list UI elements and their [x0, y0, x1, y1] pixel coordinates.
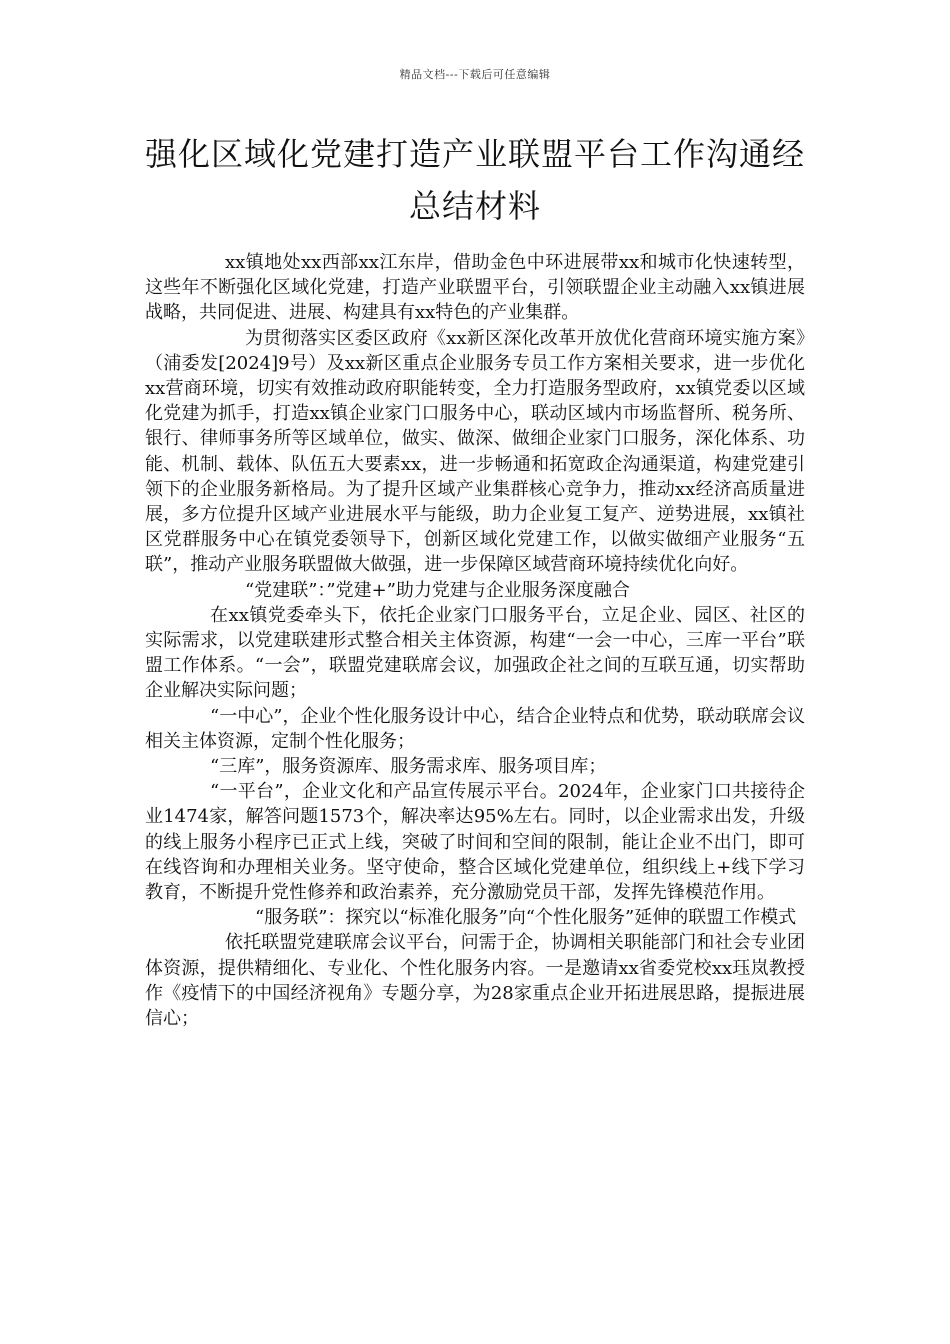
paragraph-one-center: “一中心”，企业个性化服务设计中心，结合企业特点和优势，联动联席会议相关主体资源，定制个性化服务；: [145, 705, 805, 752]
paragraph-three-libraries: “三库”，服务资源库、服务需求库、服务项目库；: [210, 756, 607, 778]
section-heading-service: “服务联”：探究以“标准化服务”向“个性化服务”延伸的联盟工作模式: [255, 907, 797, 929]
paragraph-intro: xx镇地处xx西部xx江东岸，借助金色中环进展带xx和城市化快速转型，这些年不断强化区域化党建，打造产业联盟平台，引领联盟企业主动融入xx镇进展战略，共同促进、进展、构建具有xx特色的产业集群。: [145, 252, 805, 324]
document-title: 强化区域化党建打造产业联盟平台工作沟通经总结材料: [145, 135, 806, 225]
document-body: [145, 250, 805, 1031]
section-heading-party-building: “党建联”：”党建+”助力党建与企业服务深度融合: [245, 579, 630, 601]
paragraph-background: 为贯彻落实区委区政府《xx新区深化改革开放优化营商环境实施方案》（浦委发[2024]9号）及xx新区重点企业服务专员工作方案相关要求，进一步优化xx营商环境，切实有效推动政府职能转变，全力打造服务型政府，xx镇党委以区域化党建为抓手，打造xx镇企业家门口服务中心，联动区域内市场监督所、税务所、银行、律师事务所等区域单位，做实、做深、做细企业家门口服务，深化体系、功能、机制、载体、队伍五大要素xx，进一步畅通和拓宽政企沟通渠道，构建党建引领下的企业服务新格局。为了提升区域产业集群核心竞争力，推动xx经济高质量进展，多方位提升区域产业进展水平与能级，助力企业复工复产、逆势进展，xx镇社区党群服务中心在镇党委领导下，创新区域化党建工作，以做实做细产业服务“五联”，推动产业服务联盟做大做强，进一步保障区域营商环境持续优化向好。: [145, 327, 805, 576]
header-note: 精品文档---下载后可任意编辑: [399, 68, 551, 81]
paragraph-one-platform: “一平台”，企业文化和产品宣传展示平台。2024年，企业家门口共接待企业1474家，解答问题1573个，解决率达95%左右。同时，以企业需求出发，升级的线上服务小程序已正式上线，突破了时间和空间的限制，能让企业不出门，即可在线咨询和办理相关业务。坚守使命，整合区域化党建单位，组织线上+线下学习教育，不断提升党性修养和政治素养，充分激励党员干部，发挥先锋模范作用。: [145, 781, 805, 904]
paragraph-service: 依托联盟党建联席会议平台，问需于企，协调相关职能部门和社会专业团体资源，提供精细化、专业化、个性化服务内容。一是邀请xx省委党校xx珏岚教授作《疫情下的中国经济视角》专题分享，为28家重点企业开拓进展思路，提振进展信心；: [145, 932, 805, 1030]
paragraph-party-building: 在xx镇党委牵头下，依托企业家门口服务平台，立足企业、园区、社区的实际需求，以党建联建形式整合相关主体资源，构建“一会一中心，三库一平台”联盟工作体系。“一会”，联盟党建联席会议，加强政企社之间的互联互通，切实帮助企业解决实际问题；: [145, 604, 805, 702]
